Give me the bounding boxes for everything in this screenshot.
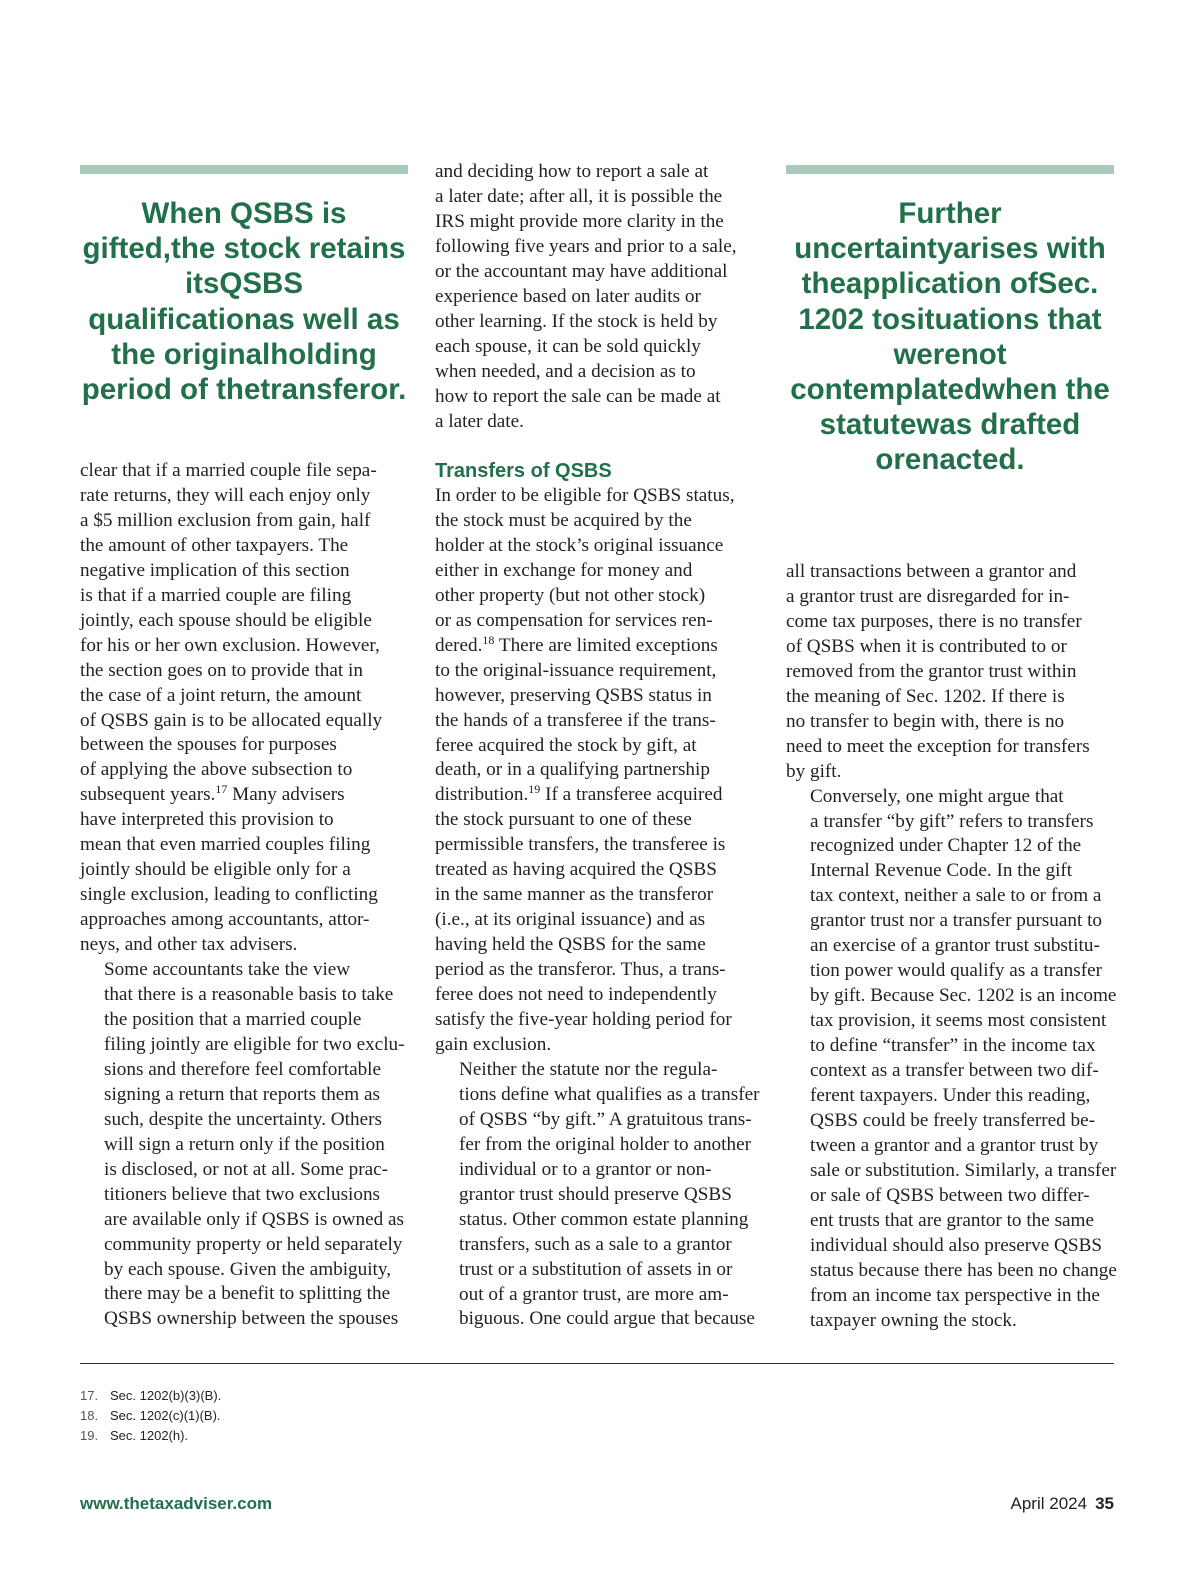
pullquote-line: application of (845, 267, 1038, 301)
text-line: individual should also preserve QSBS (810, 1234, 1103, 1256)
text-line: the meaning of Sec. 1202. If there is (786, 685, 1065, 707)
text-line: Some accountants take the view (104, 959, 351, 981)
text-line: single exclusion, leading to conflicting (80, 884, 378, 906)
text-line: approaches among accountants, attor- (80, 909, 370, 931)
text-line: QSBS could be freely transferred be- (810, 1109, 1096, 1131)
text-line: such, despite the uncertainty. Others (104, 1108, 382, 1130)
article-column-left (80, 459, 420, 1332)
text-line: a $5 million exclusion from gain, half (80, 509, 371, 531)
text-line: the stock pursuant to one of these (435, 809, 692, 831)
text-line: for his or her own exclusion. However, (80, 634, 380, 656)
text-line: IRS might provide more clarity in the (435, 210, 724, 232)
pullquote-line: When QSBS is gifted, (82, 197, 347, 266)
text-line: jointly, each spouse should be eligible (80, 609, 372, 631)
text-line: an exercise of a grantor trust substitu- (810, 935, 1100, 957)
text-line: the amount of other taxpayers. The (80, 534, 349, 556)
pullquote-line: transferor. (260, 373, 407, 407)
text-line: each spouse, it can be sold quickly (435, 335, 701, 357)
text-line: feree acquired the stock by gift, at (435, 734, 697, 756)
text-line: Neither the statute nor the regula- (459, 1058, 718, 1080)
text-line: death, or in a qualifying partnership (435, 759, 710, 781)
text-line: are available only if QSBS is owned as (104, 1208, 405, 1230)
text-line: by gift. Because Sec. 1202 is an income (810, 985, 1117, 1007)
text-line: will sign a return only if the position (104, 1133, 385, 1155)
text-line: tion power would qualify as a transfer (810, 960, 1102, 982)
text-line: signing a return that reports them as (104, 1083, 381, 1105)
article-column-right (786, 560, 1126, 1334)
text-line: of applying the above subsection to (80, 759, 353, 781)
text-line: ferent taxpayers. Under this reading, (810, 1085, 1091, 1107)
pullquote-line: not contemplated (790, 337, 1007, 407)
footnote-ref-17[interactable]: 17 (215, 782, 228, 797)
paragraph (80, 958, 420, 1332)
footnote-number: 19. (80, 1428, 99, 1443)
text-line: In order to be eligible for QSBS status, (435, 485, 735, 506)
text-line: grantor trust nor a transfer pursuant to (810, 910, 1102, 932)
text-line: between the spouses for purposes (80, 734, 337, 756)
text-line: is that if a married couple are filing (80, 584, 352, 606)
text-line: and deciding how to report a sale at (435, 161, 709, 182)
text-line: in the same manner as the transferor (435, 884, 714, 906)
text-line: gain exclusion. (435, 1033, 552, 1055)
text-line: is disclosed, or not at all. Some prac- (104, 1158, 389, 1180)
text-line: biguous. One could argue that because (459, 1308, 755, 1330)
paragraph: clear that if a married couple file sepa- rate returns, they will each enjoy only a $5 million exclusion from gain, half the amount of other taxpayers. The negative implication of this section is that if a married couple are filing jointly, each spouse should be eligible for his or her own exclusion. However, the section goes on to provide that in the case of a joint return, the amount of QSBS gain is to be allocated equally between the spouses for purposes of applying the above subsection to subsequent years.$^{17}$ Many advisers have interpreted this provision to mean that even married couples filing jointly should be eligible only for a single exclusion, leading to conflicting approaches among accountants, attor- neys, and other tax advisers. (80, 459, 420, 958)
text-line: tions define what qualifies as a transfer (459, 1083, 760, 1105)
text-line: or sale of QSBS between two differ- (810, 1184, 1090, 1206)
text-line: tax context, neither a sale to or from a (810, 885, 1102, 907)
page-number: 35 (1095, 1494, 1114, 1513)
text-line: all transactions between a grantor and (786, 561, 1077, 582)
paragraph (786, 560, 1126, 785)
footnote-number: 17. (80, 1388, 99, 1403)
paragraph (435, 160, 775, 434)
text-line: no transfer to begin with, there is no (786, 710, 1065, 732)
paragraph: In order to be eligible for QSBS status, the stock must be acquired by the holder at the stock’s original issuance either in exchange for money and other property (but not other stock) or as compensation for services ren- dered.$^{18}$ There are limited exceptions to the original-issuance requirement, however, preserving QSBS status in the hands of a transferee if the trans- feree acquired the stock by gift, at death, or in a qualifying partnership distribution.$^{19}$ If a transferee acquired the stock pursuant to one of these permissible transfers, the transferee is treated as having acquired the QSBS in the same manner as the transferor (i.e., at its original issuance) and as having held the QSBS for the same period as the transferor. Thus, a trans- feree does not need to independently satisfy the five-year holding period for gain exclusion. (435, 484, 775, 1058)
pullquote-line: as well as the original (111, 302, 400, 371)
text-line: of QSBS when it is contributed to or (786, 635, 1067, 657)
text-line: rate returns, they will each enjoy only (80, 484, 371, 506)
text-line: by each spouse. Given the ambiguity, (104, 1258, 392, 1280)
paragraph (786, 785, 1126, 1334)
pullquote-line: situations that were (893, 302, 1102, 371)
pullquote-line: Sec. 1202 to (798, 267, 1099, 336)
text-line: community property or held separately (104, 1233, 403, 1255)
text-line: tween a grantor and a grantor trust by (810, 1134, 1099, 1156)
pullquote-line: holding period of the (81, 337, 377, 407)
text-line: holder at the stock’s original issuance (435, 534, 724, 556)
text-line: of QSBS gain is to be allocated equally (80, 709, 383, 731)
issue-date: April 2024 (1010, 1494, 1088, 1513)
text-line: the section goes on to provide that in (80, 659, 363, 681)
text-line: when needed, and a decision as to (435, 360, 696, 382)
text-line: that there is a reasonable basis to take (104, 984, 394, 1006)
text-line: trust or a substitution of assets in or (459, 1258, 733, 1280)
text-line: a transfer “by gift” refers to transfers (810, 810, 1094, 832)
text-line: Internal Revenue Code. In the gift (810, 860, 1073, 882)
text-line: need to meet the exception for transfers (786, 735, 1090, 757)
text-line: or as compensation for services ren- (435, 609, 713, 631)
footnote-text: Sec. 1202(b)(3)(B). (110, 1388, 222, 1403)
text-line: filing jointly are eligible for two exclu- (104, 1033, 405, 1055)
pullquote-line: the stock retains its (171, 232, 406, 301)
pullquote-bar-right (786, 165, 1114, 174)
article-column-middle-cont (435, 484, 775, 1332)
text-line: either in exchange for money and (435, 559, 693, 581)
text-line: the position that a married couple (104, 1008, 362, 1030)
text-line: the case of a joint return, the amount (80, 684, 362, 706)
text-line: out of a grantor trust, are more am- (459, 1283, 729, 1305)
footnote-text: Sec. 1202(h). (110, 1428, 189, 1443)
text-line: ent trusts that are grantor to the same (810, 1209, 1094, 1231)
footnotes-list (80, 1386, 221, 1446)
text-line: come tax purposes, there is no transfer (786, 610, 1082, 632)
text-line: status because there has been no change (810, 1259, 1117, 1281)
text-line: of QSBS “by gift.” A gratuitous trans- (459, 1108, 752, 1130)
section-heading: Transfers of QSBS (435, 460, 612, 482)
text-line: QSBS ownership between the spouses (104, 1308, 399, 1330)
footnote-item (80, 1426, 221, 1446)
text-line: tax provision, it seems most consistent (810, 1010, 1107, 1032)
text-line: there may be a benefit to splitting the (104, 1283, 391, 1305)
footnote-ref-19[interactable]: 19 (528, 782, 541, 797)
text-line: other property (but not other stock) (435, 584, 706, 606)
text-line: individual or to a grantor or non- (459, 1158, 712, 1180)
text-line: jointly should be eligible only for a (80, 859, 351, 881)
text-line: period as the transferor. Thus, a trans- (435, 959, 726, 981)
text-line: satisfy the five-year holding period for (435, 1009, 732, 1031)
text-line: by gift. (786, 760, 842, 782)
text-line: titioners believe that two exclusions (104, 1183, 381, 1205)
text-line: other learning. If the stock is held by (435, 310, 718, 332)
pullquote-left (80, 196, 408, 407)
pullquote-line: QSBS qualification (88, 267, 304, 336)
text-line: to define “transfer” in the income tax (810, 1035, 1096, 1057)
text-line: a grantor trust are disregarded for in- (786, 585, 1070, 607)
text-line: transfers, such as a sale to a grantor (459, 1233, 732, 1255)
footnote-text: Sec. 1202(c)(1)(B). (110, 1408, 221, 1423)
pullquote-line: enacted. (904, 443, 1025, 477)
text-line: sale or substitution. Similarly, a transfer (810, 1159, 1117, 1181)
text-line: the hands of a transferee if the trans- (435, 709, 716, 731)
text-line: status. Other common estate planning (459, 1208, 749, 1230)
text-line: taxpayer owning the stock. (810, 1309, 1017, 1331)
text-line: grantor trust should preserve QSBS (459, 1183, 732, 1205)
text-line: recognized under Chapter 12 of the (810, 835, 1082, 857)
text-line: having held the QSBS for the same (435, 934, 706, 956)
pullquote-line: Further uncertainty (794, 197, 1002, 266)
text-line: (i.e., at its original issuance) and as (435, 909, 706, 931)
footnote-item (80, 1386, 221, 1406)
text-line: sions and therefore feel comfortable (104, 1058, 382, 1080)
text-line: negative implication of this section (80, 559, 350, 581)
text-line: feree does not need to independently (435, 984, 717, 1006)
text-line: following five years and prior to a sale, (435, 235, 737, 257)
footnote-item (80, 1406, 221, 1426)
footnote-divider (80, 1363, 1114, 1364)
pullquote-line: was drafted or (875, 408, 1081, 477)
text-line: Conversely, one might argue that (810, 785, 1064, 807)
text-line: permissible transfers, the transferee is (435, 834, 726, 856)
pullquote-line: arises with the (801, 232, 1106, 301)
text-line: neys, and other tax advisers. (80, 934, 298, 956)
footer-issue-info (1011, 1493, 1114, 1515)
footer-website-link[interactable]: www.thetaxadviser.com (80, 1494, 273, 1513)
text-line: context as a transfer between two dif- (810, 1060, 1099, 1082)
text-line: the stock must be acquired by the (435, 509, 692, 531)
text-line: how to report the sale can be made at (435, 385, 721, 407)
pullquote-right (786, 196, 1114, 478)
pullquote-bar-left (80, 165, 408, 174)
pullquote-line: when the statute (819, 373, 1110, 442)
text-line: a later date; after all, it is possible the (435, 185, 723, 207)
article-column-middle (435, 160, 775, 434)
footnote-number: 18. (80, 1408, 99, 1423)
text-line: have interpreted this provision to (80, 809, 334, 831)
text-line: or the accountant may have additional (435, 260, 728, 282)
text-line: treated as having acquired the QSBS (435, 859, 717, 881)
text-line: experience based on later audits or (435, 285, 701, 307)
text-line: clear that if a married couple file sepa- (80, 460, 377, 481)
text-line: removed from the grantor trust within (786, 660, 1077, 682)
text-line: however, preserving QSBS status in (435, 684, 712, 706)
footnote-ref-18[interactable]: 18 (482, 632, 495, 647)
text-line: a later date. (435, 410, 524, 432)
paragraph (435, 1058, 775, 1332)
text-line: mean that even married couples filing (80, 834, 371, 856)
text-line: fer from the original holder to another (459, 1133, 751, 1155)
text-line: from an income tax perspective in the (810, 1284, 1100, 1306)
text-line: to the original-issuance requirement, (435, 659, 717, 681)
